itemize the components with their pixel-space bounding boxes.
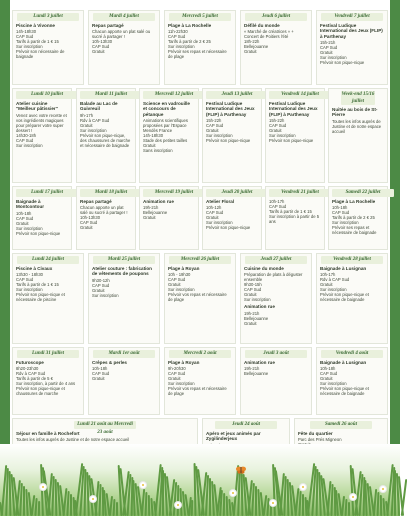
event-detail: Prévoir ses repas et nécessaire de plage xyxy=(168,49,227,60)
event-detail: CAP Sud xyxy=(168,371,186,377)
event-detail: Stade des petites tailles xyxy=(143,138,188,144)
event-detail: 19h-21h xyxy=(143,205,159,211)
event-card xyxy=(316,347,388,415)
event-card xyxy=(265,88,325,183)
event-detail: CAP Sud xyxy=(92,44,110,50)
event-date: Vendredi 28 juillet xyxy=(321,256,383,264)
week-row-4 xyxy=(12,253,388,344)
event-detail: 8h20-23h30 xyxy=(16,366,39,372)
event-card xyxy=(139,186,199,250)
event-date: Jeudi 3 août xyxy=(245,350,307,358)
event-date: Vendredi 21 juillet xyxy=(269,189,331,197)
event-detail: Animations scientifiques proposées par l'Espace Mendès France xyxy=(143,118,188,134)
event-card xyxy=(328,186,388,250)
grass-blade xyxy=(38,501,40,516)
event-card xyxy=(12,186,72,250)
meadow-illustration xyxy=(0,444,400,516)
week-row-2 xyxy=(12,88,388,183)
event-detail: Gratuit xyxy=(320,282,333,288)
event-detail: 10h - 19h30 xyxy=(168,272,191,278)
event-detail: 10h-18h xyxy=(332,205,348,211)
butterfly-icon xyxy=(236,466,246,474)
event-card xyxy=(164,253,236,344)
event-detail: « Marché de créatrices » + Concert de Poitiers l'été xyxy=(244,29,294,40)
event-date: Mardi 18 juillet xyxy=(80,189,142,197)
daisy-flower xyxy=(230,490,236,496)
event-detail: Rdv à CAP Sud xyxy=(16,371,46,377)
event-detail: Toutes les infos auprès de Justine et de notre espace accueil xyxy=(332,118,382,134)
event-detail: Parc des Prés Migneon xyxy=(298,437,342,443)
event-detail: 10h-17h xyxy=(320,272,336,278)
event-title: Plage à La Rochelle xyxy=(332,199,376,204)
event-extra-detail: Bellejouanne xyxy=(244,315,269,321)
event-card xyxy=(316,10,388,85)
event-date: Jeudi 6 juillet xyxy=(245,13,307,21)
event-detail: CAP Sud xyxy=(269,204,287,209)
daisy-flower xyxy=(380,486,386,492)
event-detail: Prévoir son pique-nique xyxy=(206,138,251,144)
event-detail: Gratuit xyxy=(244,292,257,298)
event-card xyxy=(164,347,236,415)
event-date: Lundi 21 août au Mercredi 23 août xyxy=(74,421,136,429)
event-detail: Sur inscription xyxy=(80,127,107,133)
event-detail: CAP Sud xyxy=(92,282,110,288)
event-card xyxy=(76,186,136,250)
event-card xyxy=(76,88,136,183)
event-detail: 9h30-15h xyxy=(244,282,262,288)
daisy-flower xyxy=(270,500,276,506)
event-card xyxy=(88,10,160,85)
event-detail: Gratuit xyxy=(80,122,93,128)
event-detail: Sur inscription, à partir de 4 ans xyxy=(16,381,76,387)
event-extra-title: Animation rue xyxy=(244,304,275,310)
event-detail: Tarifs à partir de 5 € xyxy=(16,376,54,382)
event-title: Piscine à Vivonne xyxy=(16,23,55,28)
event-date: Mardi 11 juillet xyxy=(80,91,142,99)
event-detail: 10h-17h xyxy=(269,199,285,204)
event-detail: Tarifs à partir de 1 € 15 xyxy=(16,282,59,288)
event-detail: Tarifs à partir de 1 € 15 xyxy=(269,209,312,214)
event-detail: Prévoir son nécessaire de baignade xyxy=(16,49,65,60)
event-card xyxy=(202,88,262,183)
event-detail: Sur inscription xyxy=(320,287,347,293)
week-row-1 xyxy=(12,10,388,85)
event-detail: Prévoir son pique-nique et nécessaire de baignade xyxy=(320,292,369,303)
event-card xyxy=(12,347,84,415)
event-detail: Gratuit xyxy=(16,220,29,226)
event-card xyxy=(328,88,388,183)
event-date: Lundi 17 juillet xyxy=(16,189,78,197)
event-detail: Rdv à CAP Sud xyxy=(320,277,350,283)
event-date: Lundi 3 juillet xyxy=(17,13,79,21)
event-title: Repas partagé xyxy=(92,23,124,28)
event-detail: Prévoir ses repas et nécessaire de baignade xyxy=(332,225,377,236)
event-detail: Sur inscription xyxy=(16,287,43,293)
event-card xyxy=(12,88,72,183)
event-detail: Gratuit xyxy=(92,376,105,382)
event-detail: Gratuit xyxy=(80,225,93,231)
event-card xyxy=(202,186,262,250)
daisy-flower xyxy=(90,496,96,502)
event-detail: Rdv à CAP Sud xyxy=(80,117,110,123)
event-detail: CAP Sud xyxy=(92,371,110,377)
event-detail: 15h-22h xyxy=(269,118,285,124)
event-title: Repas partagé xyxy=(80,199,112,204)
event-card xyxy=(139,88,199,183)
event-detail: Gratuit xyxy=(320,50,333,56)
event-detail: 10h-13h30 xyxy=(92,39,113,45)
event-detail: 10h-18h xyxy=(92,366,108,372)
event-detail: CAP Sud xyxy=(168,34,186,40)
event-detail: Gratuit xyxy=(143,143,156,149)
event-title: Baignade à Montcontour xyxy=(16,199,45,210)
event-detail: Sur inscription xyxy=(168,44,195,50)
event-title: Festival Ludique International des Jeux (FLIP) à Parthenay xyxy=(320,23,383,39)
event-detail: Bellejouanne xyxy=(244,371,269,377)
event-detail: Sur inscription xyxy=(168,287,195,293)
left-border xyxy=(0,0,10,516)
event-detail: Chacun apporte un plat salé ou sucré à partager ! xyxy=(80,205,128,216)
event-detail: 13h30 - 18h30 xyxy=(16,272,44,278)
event-detail: Sur inscription xyxy=(269,133,296,139)
daisy-flower xyxy=(140,482,146,488)
event-date: Mercredi 12 juillet xyxy=(143,91,205,99)
event-detail: Gratuit xyxy=(244,49,257,55)
event-detail: Sur inscription xyxy=(16,142,43,148)
event-title: Fête du quartier xyxy=(298,431,333,436)
event-title: Festival Ludique International des Jeux (FLIP) à Parthenay xyxy=(269,101,318,117)
event-detail: 10h-18h xyxy=(320,366,336,372)
event-detail: Sur inscription xyxy=(206,220,233,226)
event-title: Apéro et jeux animés par Zygilinderjeux xyxy=(206,431,261,442)
event-detail: CAP Sud xyxy=(244,287,262,293)
event-card xyxy=(240,10,312,85)
event-detail: Sur inscription xyxy=(92,292,119,298)
event-detail: 9h30-12h xyxy=(92,277,110,283)
event-detail: Gratuit xyxy=(269,128,282,134)
event-detail: CAP Sud xyxy=(206,210,224,216)
event-detail: CAP Sud xyxy=(332,210,350,216)
event-detail: Prévoir son pique-nique et nécessaire de baignade xyxy=(320,386,369,397)
daisy-flower xyxy=(300,484,306,490)
event-title: Plage à Royan xyxy=(168,360,200,365)
event-detail: 14h30-18h xyxy=(16,132,37,138)
event-detail: Sur inscription xyxy=(320,55,347,61)
event-card xyxy=(164,10,236,85)
event-detail: Bellejouanne xyxy=(143,210,168,216)
event-date: Mercredi 19 juillet xyxy=(143,189,205,197)
event-detail: Sans inscription xyxy=(143,148,173,154)
event-card xyxy=(12,10,84,85)
event-date: Vendredi 7 juillet xyxy=(321,13,383,21)
event-detail: Gratuit xyxy=(168,376,181,382)
event-date: Samedi 26 août xyxy=(310,421,372,429)
event-detail: CAP Sud xyxy=(320,45,338,51)
event-detail: 10h-13h30 xyxy=(80,215,101,221)
event-detail: CAP Sud xyxy=(269,123,287,129)
event-detail: Bellejouanne xyxy=(244,44,269,50)
event-date: Mercredi 2 août xyxy=(169,350,231,358)
event-detail: Prévoir son pique-nique xyxy=(320,60,365,66)
event-detail: 14h-18h30 xyxy=(143,133,164,139)
event-title: Crêpes & perles xyxy=(92,360,127,365)
event-title: Plage à Royan xyxy=(168,266,200,271)
event-date: Vendredi 4 août xyxy=(321,350,383,358)
event-detail: Sur inscription xyxy=(168,381,195,387)
event-title: Festival Ludique International des Jeux (FLIP) à Parthenay xyxy=(206,101,255,117)
event-detail: Prévoir son pique-nique xyxy=(269,138,314,144)
event-date: Mardi 25 juillet xyxy=(93,256,155,264)
grass-blade xyxy=(70,494,72,516)
event-date: Lundi 24 juillet xyxy=(17,256,79,264)
event-date: Lundi 10 juillet xyxy=(16,91,78,99)
daisy-flower xyxy=(40,484,46,490)
event-title: Nuitée au bois de St-Pierre xyxy=(332,107,378,118)
event-detail: Prévoir son pique-nique xyxy=(206,225,251,231)
event-date: Vendredi 14 juillet xyxy=(269,91,331,99)
event-detail: Tarifs à partir de 1 € 15 xyxy=(16,39,59,45)
event-card xyxy=(240,347,312,415)
event-detail: Venez avec votre recette et vos ingrédients magiques pour préparer votre super dessert ! xyxy=(16,112,67,133)
event-title: Animation rue xyxy=(244,360,275,365)
event-date: Jeudi 13 juillet xyxy=(206,91,268,99)
event-detail: Gratuit xyxy=(168,282,181,288)
event-date: Mercredi 26 juillet xyxy=(169,256,231,264)
event-detail: 14h-18h30 xyxy=(16,29,37,35)
event-detail: CAP Sud xyxy=(16,277,34,283)
daisy-flower xyxy=(175,502,181,508)
event-title: Atelier Floral xyxy=(206,199,235,204)
event-detail: 15h-21h xyxy=(320,40,336,46)
event-detail: CAP Sud xyxy=(320,371,338,377)
event-detail: Gratuit xyxy=(320,376,333,382)
event-extra xyxy=(244,304,308,325)
event-detail: CAP Sud xyxy=(80,220,98,226)
event-detail: Préparation de plats à déguster ensemble xyxy=(244,272,303,283)
event-detail: Sur inscription à partir de 5 ans xyxy=(269,214,320,224)
event-title: Défilé du monde xyxy=(244,23,280,28)
event-detail: 10h-18h xyxy=(16,210,32,216)
event-detail: 18h-22h xyxy=(244,39,260,45)
event-detail: 9h-17h xyxy=(80,112,94,118)
grass-blade xyxy=(98,484,101,516)
event-detail: Prévoir son pique-nique, des chaussures de marche et nécessaire de baignade xyxy=(80,132,131,148)
event-detail: CAP Sud xyxy=(16,137,34,143)
event-detail: Sur inscription xyxy=(16,225,43,231)
event-card xyxy=(240,253,312,344)
event-detail: Gratuit xyxy=(206,215,219,221)
event-date: Week-end 15/16 juillet xyxy=(341,92,375,104)
event-card xyxy=(88,347,160,415)
event-detail: Sur inscription xyxy=(320,381,347,387)
event-date: Jeudi 24 août xyxy=(215,421,277,429)
event-title: Futuroscope xyxy=(16,360,44,365)
event-detail: CAP Sud xyxy=(168,277,186,283)
event-detail: 9h-20h30 xyxy=(168,366,186,372)
grass-blade xyxy=(330,484,333,516)
event-title: Cuisine du monde xyxy=(244,266,284,271)
event-detail: Toutes les infos auprès de Justine et de notre espace accueil xyxy=(16,437,130,443)
event-detail: 11h-22h30 xyxy=(168,29,188,35)
event-card xyxy=(88,253,160,344)
event-detail: CAP Sud xyxy=(16,34,34,40)
event-date: Mardi 4 juillet xyxy=(93,13,155,21)
event-detail: 15h-22h xyxy=(206,118,222,124)
event-date: Mardi 1er août xyxy=(93,350,155,358)
event-title: Plage à La Rochelle xyxy=(168,23,212,28)
event-detail: CAP Sud xyxy=(206,123,224,129)
right-border xyxy=(390,0,400,516)
event-card xyxy=(265,186,325,250)
event-date: Mercredi 5 juillet xyxy=(169,13,231,21)
event-detail: Sur inscription xyxy=(16,44,43,50)
event-detail: Prévoir vos repas et nécessaire de plage xyxy=(168,292,227,303)
grass-blade xyxy=(302,494,304,516)
event-title: Atelier couture : fabrication de vêtements de poupons xyxy=(92,266,152,277)
event-detail: Gratuit xyxy=(92,287,105,293)
grass-blade xyxy=(348,502,350,516)
event-extra-detail: Gratuit xyxy=(244,320,257,326)
event-title: Science en vadrouille et concours de pétanque xyxy=(143,101,190,117)
event-detail: 19h-21h xyxy=(244,366,260,372)
event-detail: Gratuit xyxy=(206,128,219,134)
event-detail: Prévoir son pique-nique xyxy=(16,230,61,236)
event-detail: Prévoir vos repas et nécessaire de plage xyxy=(168,386,227,397)
event-detail: Sur inscription xyxy=(206,133,233,139)
event-detail: Chacun apporte un plat salé ou sucré à partager ! xyxy=(92,29,151,40)
event-detail: 10h-12h xyxy=(206,205,222,211)
event-detail: Gratuit xyxy=(92,49,105,55)
event-detail: CAP Sud xyxy=(16,215,34,221)
event-title: Piscine à Civaux xyxy=(16,266,53,271)
week-row-3 xyxy=(12,186,388,250)
event-title: Baignade à Lusignan xyxy=(320,266,367,271)
event-detail: Sur inscription xyxy=(244,297,271,303)
event-date: Jeudi 20 juillet xyxy=(206,189,268,197)
event-extra-detail: 19h-21h xyxy=(244,310,260,316)
event-title: Atelier cuisine "Meilleur pâtissier" xyxy=(16,101,58,112)
event-detail: Prévoir son pique-nique et chaussures de marche xyxy=(16,386,65,397)
event-card xyxy=(316,253,388,344)
event-date: Lundi 31 juillet xyxy=(17,350,79,358)
event-detail: Gratuit xyxy=(143,215,156,221)
week-row-5 xyxy=(12,347,388,415)
event-card xyxy=(12,253,84,344)
event-detail: Tarifs à partir de 2 € 25 xyxy=(168,39,211,45)
event-date: Jeudi 27 juillet xyxy=(245,256,307,264)
event-title: Animation rue xyxy=(143,199,174,204)
event-date: Samedi 22 juillet xyxy=(332,189,394,197)
event-title: Balade au Lac de Guivreuil xyxy=(80,101,118,112)
event-detail: Tarifs à partir de 2 € 25 xyxy=(332,215,375,221)
event-detail: Sur inscription xyxy=(332,220,359,226)
event-detail: Prévoir son pique-nique et nécessaire de piscine xyxy=(16,292,65,303)
event-title: Baignade à Lusignan xyxy=(320,360,367,365)
grass-blade xyxy=(116,502,118,516)
event-title: Séjour en famille à Rochefort xyxy=(16,431,80,436)
daisy-flower xyxy=(350,494,356,500)
